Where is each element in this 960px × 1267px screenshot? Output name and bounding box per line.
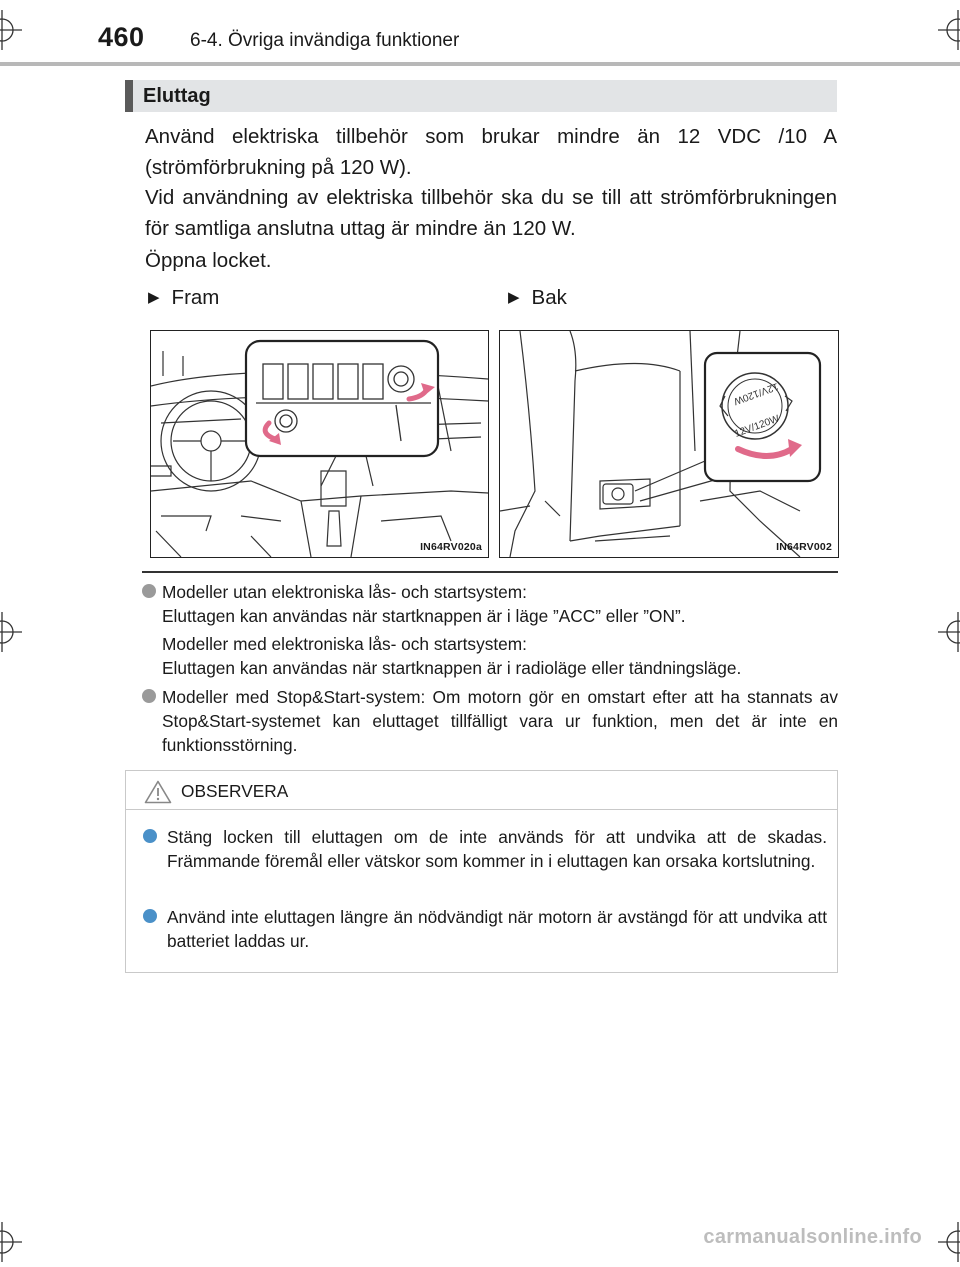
rear-console-illustration	[500, 331, 838, 557]
watermark: carmanualsonline.info	[703, 1226, 922, 1248]
figure-label-rear	[508, 286, 567, 310]
page-number: 460	[98, 22, 145, 52]
section-heading	[125, 80, 837, 112]
registration-mark	[0, 1222, 22, 1262]
bullet-1-line-2: Eluttagen kan användas när startknappen är i läge ”ACC” eller ”ON”.	[162, 606, 686, 626]
bullet-icon	[142, 689, 156, 703]
section-heading-title: Eluttag	[143, 85, 211, 107]
figure-label-front-text: Fram	[171, 286, 220, 309]
figure-rear-illustration	[499, 330, 839, 558]
bullet-2-text: Modeller med Stop&Start-system: Om motorn gör en omstart efter att ha stannats av Stop&Start-systemet kan eluttaget tillfälligt vara ur funktion, men det är inte en funktionsstörning.	[162, 687, 838, 755]
bullet-1-line-1: Modeller utan elektroniska lås- och startsystem:	[162, 582, 527, 602]
registration-mark	[938, 612, 960, 652]
header-divider	[0, 62, 960, 66]
intro-paragraph-1: Använd elektriska tillbehör som brukar mindre än 12 VDC /10 A (strömförbrukning på 120 W).	[145, 125, 837, 179]
list-item	[142, 685, 838, 757]
cap-text-top: 12V/120W	[732, 380, 780, 407]
intro-paragraph-3: Öppna locket.	[145, 249, 272, 272]
caution-header	[126, 771, 837, 810]
bullet-1b-line-1: Modeller med elektroniska lås- och startsystem:	[162, 634, 527, 654]
section-heading-bar	[125, 80, 133, 112]
content-divider	[142, 571, 838, 573]
caution-item-2-text: Använd inte eluttagen längre än nödvändigt när motorn är avstängd för att undvika att batteriet laddas ur.	[167, 907, 827, 951]
list-item	[142, 580, 838, 628]
warning-triangle-icon	[144, 780, 172, 804]
intro-paragraph-2: Vid användning av elektriska tillbehör ska du se till att strömförbrukningen för samtliga anslutna uttag är mindre än 120 W.	[145, 186, 837, 240]
triangle-arrow-icon: ▶	[148, 289, 160, 306]
section-title: 6-4. Övriga invändiga funktioner	[190, 30, 460, 51]
bullet-icon	[142, 584, 156, 598]
figure-rear-code: IN64RV002	[776, 541, 832, 553]
list-item-continuation	[142, 632, 838, 680]
registration-mark	[938, 1222, 960, 1262]
figure-label-front	[148, 286, 219, 310]
registration-mark	[0, 10, 22, 50]
caution-title: OBSERVERA	[181, 781, 289, 801]
registration-mark	[938, 10, 960, 50]
figure-front-illustration	[150, 330, 489, 558]
bullet-1b-line-2: Eluttagen kan användas när startknappen är i radioläge eller tändningsläge.	[162, 658, 742, 678]
caution-box	[125, 770, 838, 973]
bullet-icon	[143, 829, 157, 843]
caution-item	[143, 905, 827, 953]
triangle-arrow-icon: ▶	[508, 289, 520, 306]
caution-item	[143, 825, 827, 873]
caution-item-1-text: Stäng locken till eluttagen om de inte används för att undvika att de skadas. Främmande föremål eller vätskor som kommer in i eluttagen kan orsaka kortslutning.	[167, 827, 827, 871]
bullet-icon	[143, 909, 157, 923]
figure-label-rear-text: Bak	[531, 286, 567, 309]
cap-text-bottom: 12V/120W	[733, 413, 781, 440]
dashboard-illustration	[151, 331, 488, 557]
figure-front-code: IN64RV020a	[420, 541, 482, 553]
registration-mark	[0, 612, 22, 652]
